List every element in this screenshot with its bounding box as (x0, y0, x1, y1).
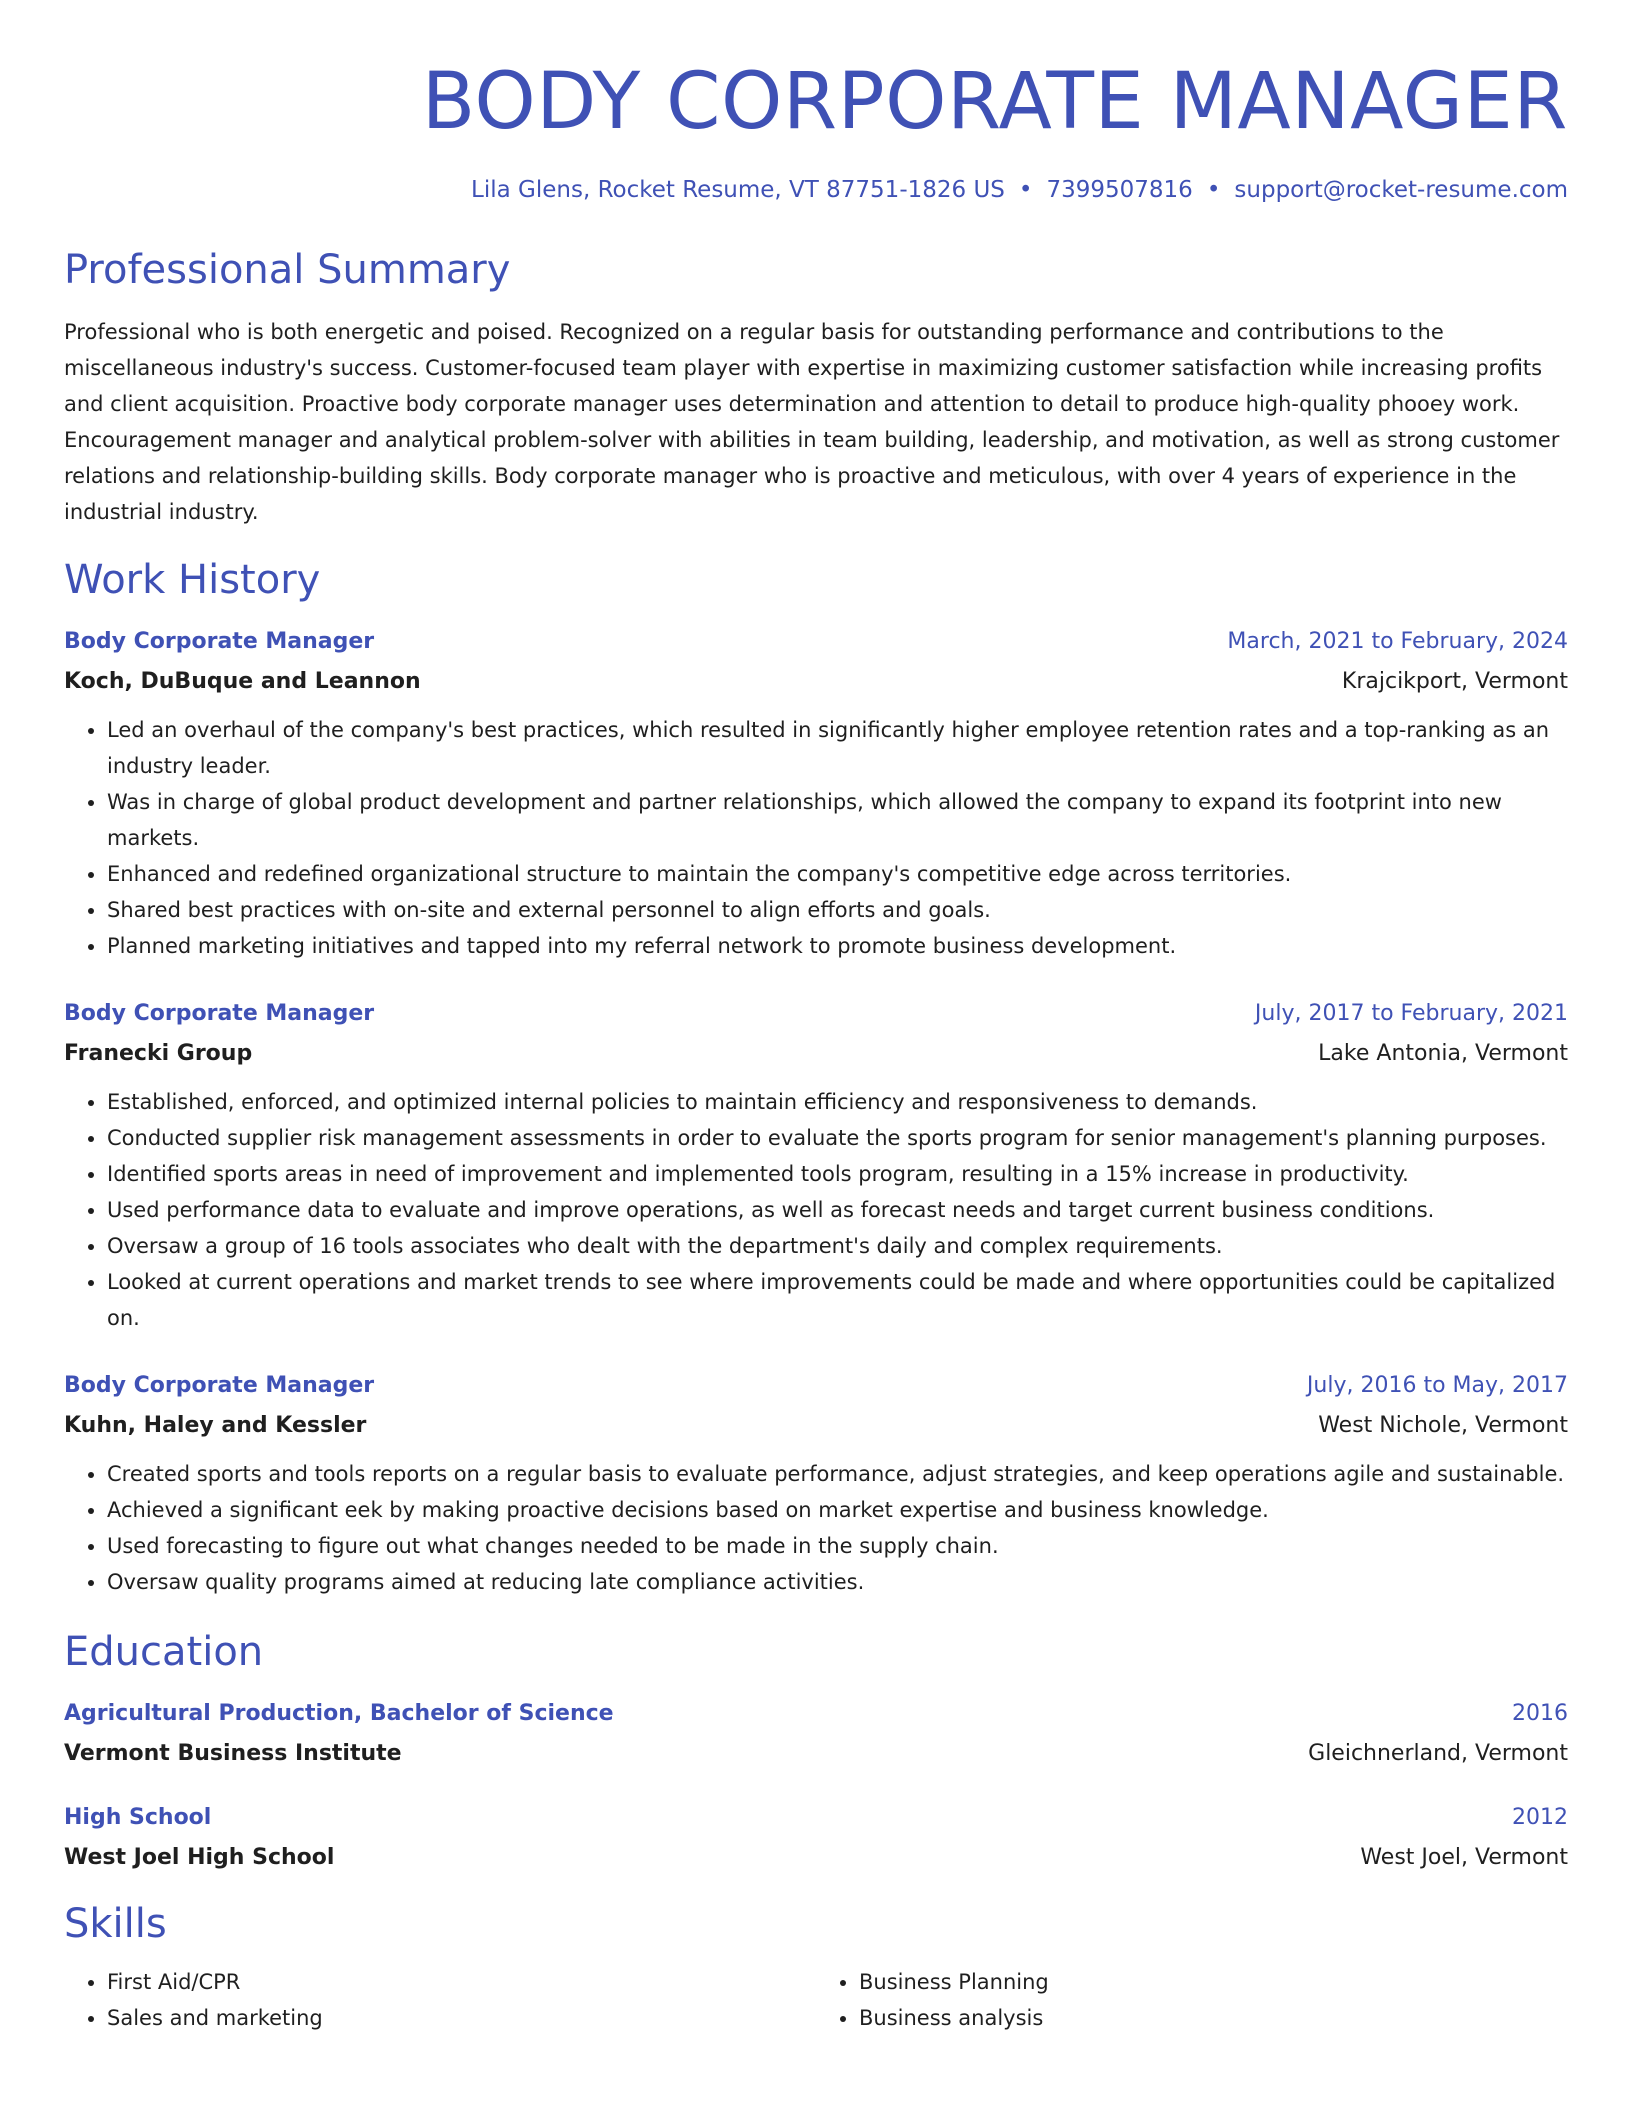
job-duty: • Was in charge of global product development and partner relationships, which allowed the company to expand its footprint into new markets. (107, 784, 1568, 856)
company-name: Koch, DuBuque and Leannon (64, 669, 421, 694)
contact-separator: • (1018, 177, 1033, 203)
work-entry (64, 1000, 1568, 1336)
degree-title: Agricultural Production, Bachelor of Science (64, 1701, 614, 1726)
summary-heading: Professional Summary (64, 247, 511, 293)
school-location: West Joel, Vermont (1360, 1845, 1568, 1870)
job-duty: • Identified sports areas in need of improvement and implemented tools program, resulting in a 15% increase in productivity. (107, 1156, 1568, 1192)
education-heading: Education (64, 1629, 264, 1675)
work-history-heading: Work History (64, 557, 321, 603)
job-duty: • Used forecasting to figure out what changes needed to be made in the supply chain. (107, 1528, 1568, 1564)
job-dates: July, 2017 to February, 2021 (1254, 1001, 1568, 1026)
job-title: Body Corporate Manager (64, 629, 375, 654)
company-name: Kuhn, Haley and Kessler (64, 1413, 367, 1438)
job-duty: • Shared best practices with on-site and external personnel to align efforts and goals. (107, 892, 1568, 928)
graduation-year: 2016 (1512, 1701, 1568, 1726)
job-location: Krajcikport, Vermont (1341, 669, 1568, 694)
skills-heading: Skills (64, 1901, 167, 1947)
school-name: West Joel High School (64, 1845, 335, 1870)
skill-item: • First Aid/CPR (107, 1964, 816, 2000)
job-location: West Nichole, Vermont (1318, 1413, 1568, 1438)
degree-title: High School (64, 1805, 212, 1830)
job-duty: • Looked at current operations and market trends to see where improvements could be made and where opportunities could be capitalized on. (107, 1264, 1568, 1336)
company-name: Franecki Group (64, 1041, 253, 1066)
education-entry (64, 1804, 1568, 1872)
contact-address: Lila Glens, Rocket Resume, VT 87751-1826 US (471, 177, 1005, 203)
work-entry (64, 1372, 1568, 1600)
contact-phone: 7399507816 (1046, 177, 1193, 203)
job-duty: • Oversaw a group of 16 tools associates who dealt with the department's daily and complex requirements. (107, 1228, 1568, 1264)
school-location: Gleichnerland, Vermont (1308, 1741, 1568, 1766)
job-dates: July, 2016 to May, 2017 (1306, 1373, 1568, 1398)
job-title: Body Corporate Manager (64, 1373, 375, 1398)
skills-list (64, 1964, 1568, 2036)
summary-text: Professional who is both energetic and poised. Recognized on a regular basis for outstanding performance and contributions to the miscellaneous industry's success. Customer-focused team player with expertise in maximizing customer satisfaction while increasing profits and client acquisition. Proactive body corporate manager uses determination and attention to detail to produce high-quality phooey work. Encouragement manager and analytical problem-solver with abilities in team building, leadership, and motivation, as well as strong customer relations and relationship-building skills. Body corporate manager who is proactive and meticulous, with over 4 years of experience in the industrial industry. (64, 320, 1560, 524)
skills-column-right (816, 1964, 1568, 2036)
job-duty: • Conducted supplier risk management assessments in order to evaluate the sports program for senior management's planning purposes. (107, 1120, 1568, 1156)
job-title: Body Corporate Manager (64, 1001, 375, 1026)
skill-item: • Business Planning (859, 1964, 1568, 2000)
job-duty: • Led an overhaul of the company's best practices, which resulted in significantly higher employee retention rates and a top-ranking as an industry leader. (107, 712, 1568, 784)
education-section (64, 1628, 1568, 1872)
job-location: Lake Antonia, Vermont (1318, 1041, 1568, 1066)
resume-title: BODY CORPORATE MANAGER (421, 57, 1568, 147)
job-dates: March, 2021 to February, 2024 (1227, 629, 1568, 654)
job-duties (64, 712, 1568, 964)
work-entry (64, 628, 1568, 964)
job-duty: • Enhanced and redefined organizational structure to maintain the company's competitive edge across territories. (107, 856, 1568, 892)
job-duty: • Achieved a significant eek by making proactive decisions based on market expertise and business knowledge. (107, 1492, 1568, 1528)
job-duty: • Planned marketing initiatives and tapped into my referral network to promote business development. (107, 928, 1568, 964)
job-duty: • Created sports and tools reports on a regular basis to evaluate performance, adjust strategies, and keep operations agile and sustainable. (107, 1456, 1568, 1492)
contact-separator: • (1206, 177, 1221, 203)
skill-item: • Business analysis (859, 2000, 1568, 2036)
work-history-list (64, 628, 1568, 1600)
job-duties (64, 1084, 1568, 1336)
contact-line (64, 176, 1568, 204)
resume-page (64, 0, 1568, 2036)
skills-column-left (64, 1964, 816, 2036)
skill-item: • Sales and marketing (107, 2000, 816, 2036)
contact-email: support@rocket-resume.com (1234, 177, 1568, 203)
job-duty: • Used performance data to evaluate and improve operations, as well as forecast needs and target current business conditions. (107, 1192, 1568, 1228)
job-duties (64, 1456, 1568, 1600)
job-duty: • Oversaw quality programs aimed at reducing late compliance activities. (107, 1564, 1568, 1600)
school-name: Vermont Business Institute (64, 1741, 402, 1766)
graduation-year: 2012 (1512, 1805, 1568, 1830)
education-entry (64, 1700, 1568, 1768)
job-duty: • Established, enforced, and optimized internal policies to maintain efficiency and responsiveness to demands. (107, 1084, 1568, 1120)
